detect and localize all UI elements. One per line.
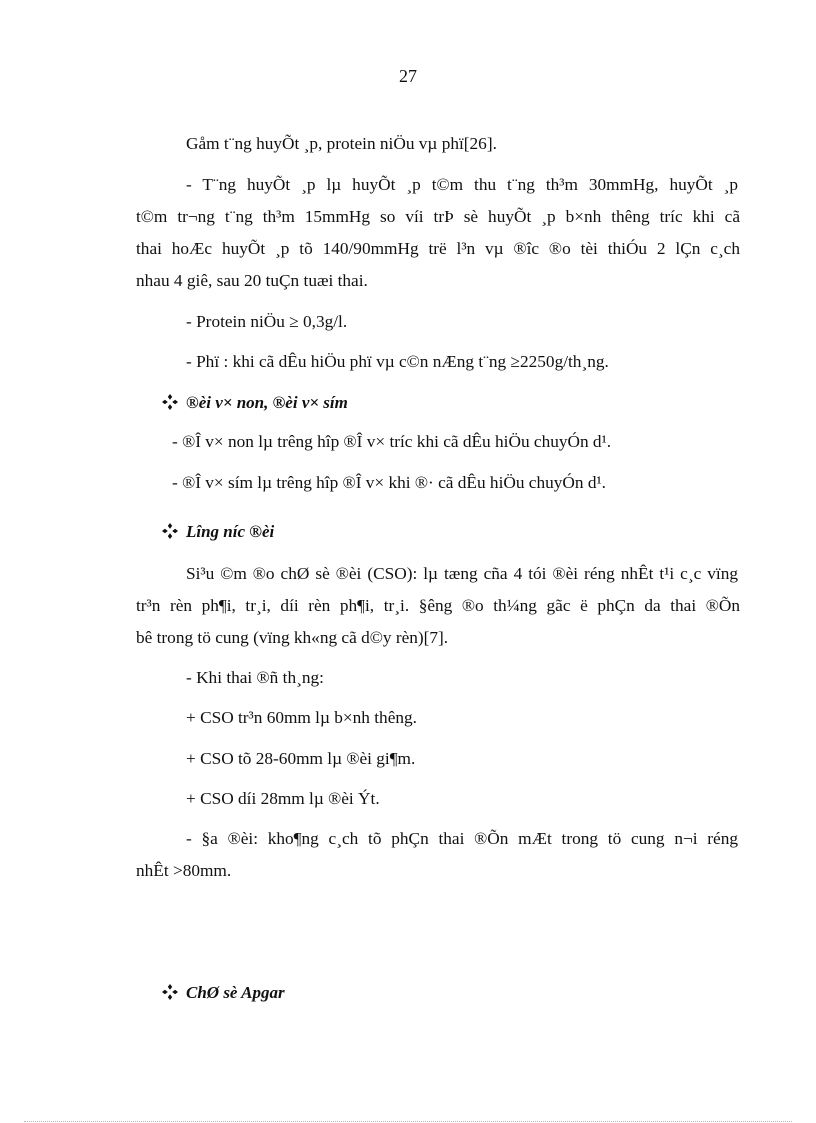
paragraph-line: - §a ®èi: kho¶ng c¸ch tõ phÇn thai ®Õn mÆt trong tö cung n¬i réng	[186, 829, 738, 848]
paragraph-line: nhÊt >80mm.	[136, 861, 232, 880]
page-bottom-divider	[24, 1121, 792, 1122]
paragraph-line: - Phï : khi cã dÊu hiÖu phï vµ c©n nÆng t¨ng ≥2250g/th¸ng.	[186, 352, 609, 371]
paragraph-line: - T¨ng huyÕt ¸p lµ huyÕt ¸p t©m thu t¨ng th³m 30mmHg, huyÕt ¸p	[186, 175, 738, 194]
paragraph-line: + CSO díi 28mm lµ ®èi Ýt.	[186, 789, 380, 808]
section-heading-text: ®èi v× non, ®èi v× sím	[186, 393, 348, 412]
paragraph-line: - Protein niÖu ≥ 0,3g/l.	[186, 312, 348, 331]
page-number: 27	[399, 66, 417, 86]
paragraph-line: tr³n rèn ph¶i, tr¸i, díi rèn ph¶i, tr¸i. §êng ®o th¼ng gãc ë phÇn da thai ®Õn	[136, 596, 740, 615]
paragraph-line: bê trong tö cung (vïng kh«ng cã d©y rèn)[7].	[136, 628, 449, 647]
paragraph-line: - ®Î v× sím lµ trêng hîp ®Î v× khi ®· cã dÊu hiÖu chuyÓn d¹.	[172, 473, 606, 492]
four-diamond-bullet-icon	[162, 394, 178, 410]
paragraph-line: - ®Î v× non lµ trêng hîp ®Î v× tríc khi cã dÊu hiÖu chuyÓn d¹.	[172, 432, 612, 451]
four-diamond-bullet-icon	[162, 984, 178, 1000]
paragraph-line: t©m tr¬ng t¨ng th³m 15mmHg so víi trÞ sè huyÕt ¸p b×nh thêng tríc khi cã	[136, 207, 740, 226]
section-heading	[162, 982, 285, 1004]
section-heading-text: Lîng níc ®èi	[186, 522, 275, 541]
paragraph-line: nhau 4 giê, sau 20 tuÇn tuæi thai.	[136, 271, 368, 290]
section-heading	[162, 521, 274, 543]
four-diamond-bullet-icon	[162, 523, 178, 539]
paragraph-line: - Khi thai ®ñ th¸ng:	[186, 668, 324, 687]
paragraph-line: + CSO tõ 28-60mm lµ ®èi gi¶m.	[186, 749, 416, 768]
section-heading-text: ChØ sè Apgar	[186, 983, 285, 1002]
section-heading	[162, 392, 348, 414]
paragraph-line: + CSO tr³n 60mm lµ b×nh thêng.	[186, 708, 417, 727]
paragraph-line: Si³u ©m ®o chØ sè ®èi (CSO): lµ tæng cña 4 tói ®èi réng nhÊt t¹i c¸c vïng	[186, 564, 738, 583]
paragraph-line: thai hoÆc huyÕt ¸p tõ 140/90mmHg trë l³n vµ ®îc ®o tèi thiÓu 2 lÇn c¸ch	[136, 239, 740, 258]
paragraph-line: Gåm t¨ng huyÕt ¸p, protein niÖu vµ phï[26].	[186, 134, 497, 153]
